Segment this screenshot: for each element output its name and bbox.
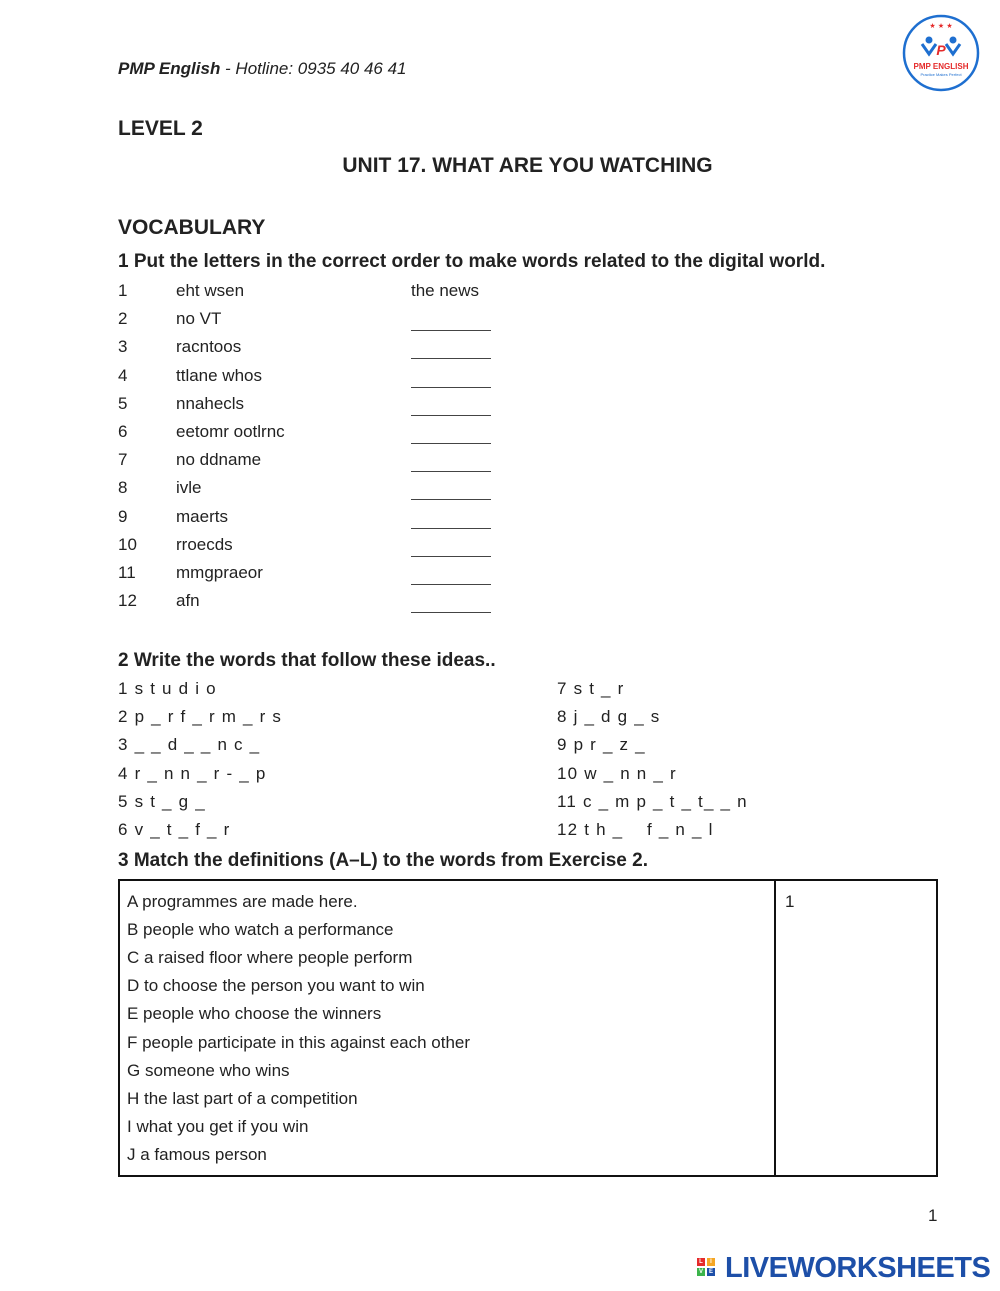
scrambled-word: maerts — [176, 506, 228, 526]
answer-blank[interactable] — [411, 612, 491, 613]
word-hint: 6 v _ t _ f _ r — [118, 820, 231, 839]
svg-text:P: P — [936, 42, 946, 58]
pmp-logo — [902, 14, 980, 92]
item-number: 11 — [118, 563, 136, 582]
table-divider — [774, 881, 776, 1175]
answer-column[interactable]: 1 — [785, 892, 795, 911]
scrambled-word: ttlane whos — [176, 365, 262, 385]
word-hint: 12 t h _ f _ n _ l — [557, 820, 714, 839]
word-hint: 7 s t _ r — [557, 679, 625, 698]
item-number: 1 — [118, 281, 128, 300]
unit-title: UNIT 17. WHAT ARE YOU WATCHING — [342, 154, 713, 177]
item-number: 12 — [118, 591, 137, 611]
scrambled-word: no ddname — [176, 450, 262, 470]
svg-text:★ ★ ★: ★ ★ ★ — [929, 22, 953, 30]
item-number: 6 — [118, 422, 128, 441]
scrambled-word: ivle — [176, 478, 202, 498]
answer-blank[interactable] — [411, 330, 491, 331]
item-number: 5 — [118, 393, 128, 413]
exercise1-title: 1 Put the letters in the correct order to make words related to the digital world. — [118, 251, 826, 272]
cube-letter: E — [708, 1269, 713, 1275]
level-heading: LEVEL 2 — [118, 117, 203, 140]
matching-table — [118, 879, 938, 1177]
section-title: VOCABULARY — [118, 216, 266, 239]
answer-blank[interactable] — [411, 358, 491, 359]
answer-blank[interactable] — [411, 556, 491, 557]
exercise3-title: 3 Match the definitions (A–L) to the words from Exercise 2. — [118, 850, 648, 871]
item-number: 10 — [118, 534, 137, 554]
hotline-text: - Hotline: 0935 40 46 41 — [220, 59, 407, 78]
definition-item: F people participate in this against each other — [127, 1032, 471, 1052]
word-hint: 11 c _ m p _ t _ t_ _ n — [557, 791, 748, 811]
definition-item: G someone who wins — [127, 1060, 290, 1080]
scrambled-word: rroecds — [176, 534, 233, 554]
answer-blank[interactable] — [411, 443, 491, 444]
logo-text: PMP ENGLISH — [913, 62, 969, 71]
item-number: 4 — [118, 365, 128, 385]
item-number: 3 — [118, 337, 128, 357]
scrambled-word: eht wsen — [176, 281, 245, 300]
cube-letter: L — [697, 1258, 705, 1266]
cube-letter: V — [698, 1269, 703, 1275]
word-hint: 5 s t _ g _ — [118, 791, 206, 811]
answer-blank[interactable] — [411, 584, 491, 585]
word-hint: 8 j _ d g _ s — [557, 707, 661, 727]
definition-item: B people who watch a performance — [127, 920, 394, 940]
answer-blank[interactable] — [411, 387, 491, 388]
cube-letter: I — [707, 1258, 715, 1266]
item-number: 7 — [118, 450, 128, 470]
definition-item: E people who choose the winners — [127, 1004, 382, 1024]
word-hint: 10 w _ n n _ r — [557, 763, 677, 783]
scrambled-word: racntoos — [176, 337, 242, 357]
word-hint: 4 r _ n n _ r - _ p — [118, 763, 267, 783]
answer-blank[interactable] — [411, 499, 491, 500]
definition-item: D to choose the person you want to win — [127, 976, 425, 996]
page-number: 1 — [928, 1206, 938, 1225]
definition-item: J a famous person — [127, 1144, 267, 1164]
item-number: 2 — [118, 309, 128, 329]
answer-blank[interactable] — [411, 528, 491, 529]
answer-blank[interactable] — [411, 471, 491, 472]
scrambled-word: mmgpraeor — [176, 563, 263, 582]
brand-name: PMP English — [118, 59, 221, 78]
word-hint: 1 s t u d i o — [118, 679, 217, 698]
answer-blank[interactable] — [411, 415, 491, 416]
word-hint: 9 p r _ z _ — [557, 735, 646, 755]
answer-text: the news — [411, 281, 480, 300]
word-hint: 3 _ _ d _ _ n c _ — [118, 735, 261, 755]
exercise2-title: 2 Write the words that follow these ideas.. — [118, 650, 496, 671]
scrambled-word: no VT — [176, 309, 222, 329]
scrambled-word: eetomr ootlrnc — [176, 422, 285, 441]
item-number: 8 — [118, 478, 128, 498]
item-number: 9 — [118, 506, 128, 526]
word-hint: 2 p _ r f _ r m _ r s — [118, 707, 283, 727]
definition-item: A programmes are made here. — [127, 892, 358, 911]
liveworksheets-text: LIVEWORKSHEETS — [725, 1252, 991, 1284]
scrambled-word: nnahecls — [176, 393, 245, 413]
logo-tagline: Practice Makes Perfect — [920, 72, 962, 77]
definition-item: H the last part of a competition — [127, 1088, 358, 1108]
definition-item: C a raised floor where people perform — [127, 948, 413, 968]
scrambled-word: afn — [176, 591, 200, 611]
header-line — [118, 59, 407, 79]
definition-item: I what you get if you win — [127, 1116, 309, 1136]
